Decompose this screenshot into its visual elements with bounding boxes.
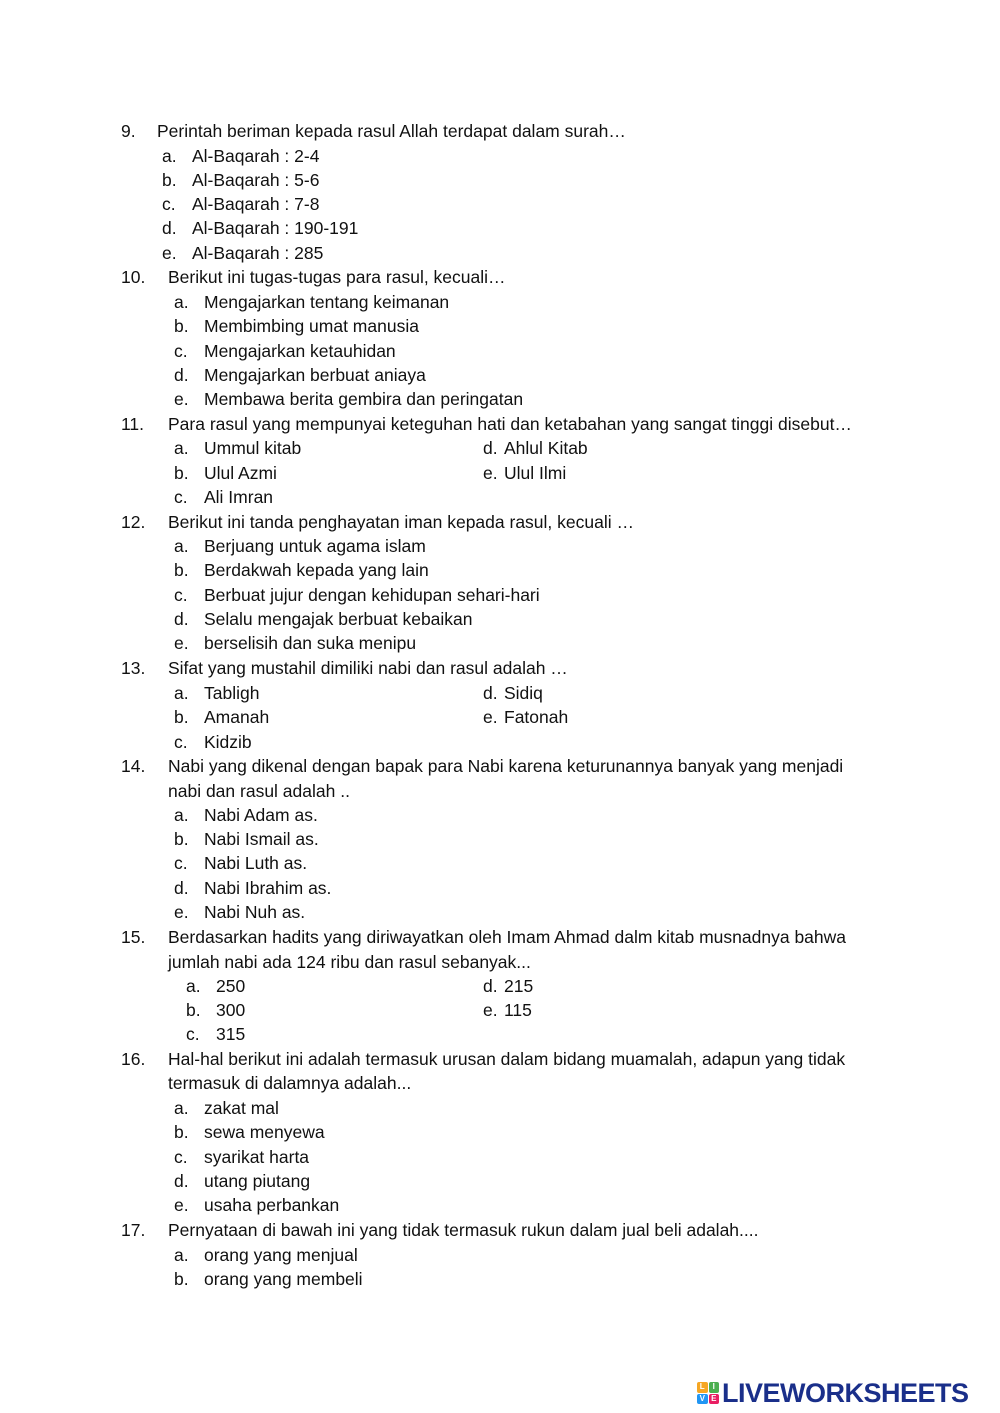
- option-text[interactable]: Berdakwah kepada yang lain: [204, 560, 429, 580]
- option-letter: a.: [174, 1098, 189, 1118]
- logo-mark-tile: I: [709, 1382, 720, 1393]
- option-text[interactable]: zakat mal: [204, 1098, 279, 1118]
- option-text[interactable]: syarikat harta: [204, 1147, 310, 1167]
- option-text[interactable]: Nabi Luth as.: [204, 853, 308, 873]
- option-text[interactable]: Sidiq: [504, 683, 543, 703]
- option-letter: c.: [162, 194, 176, 214]
- option-text[interactable]: Al-Baqarah : 190-191: [192, 218, 359, 238]
- logo-mark-tile: E: [709, 1394, 720, 1405]
- logo-mark-tile: L: [697, 1382, 708, 1393]
- option-letter: b.: [162, 170, 177, 190]
- option-letter: d.: [174, 365, 189, 385]
- option-text[interactable]: utang piutang: [204, 1171, 311, 1191]
- option-text[interactable]: orang yang membeli: [204, 1269, 363, 1289]
- option-letter: b.: [174, 560, 189, 580]
- option-letter: c.: [174, 853, 188, 873]
- question-number: 14.: [121, 756, 146, 776]
- option-text[interactable]: Al-Baqarah : 285: [192, 243, 324, 263]
- option-letter: c.: [174, 487, 188, 507]
- option-text[interactable]: 300: [216, 1000, 246, 1020]
- option-text[interactable]: Mengajarkan berbuat aniaya: [204, 365, 426, 385]
- option-text[interactable]: Kidzib: [204, 732, 252, 752]
- option-text[interactable]: Al-Baqarah : 2-4: [192, 146, 320, 166]
- option-text[interactable]: Nabi Ibrahim as.: [204, 878, 332, 898]
- question-number: 16.: [121, 1049, 146, 1069]
- option-letter: a.: [174, 438, 189, 458]
- question-text: nabi dan rasul adalah ..: [168, 781, 350, 801]
- question-number: 12.: [121, 512, 146, 532]
- question-number: 11.: [121, 414, 145, 434]
- option-text[interactable]: Ahlul Kitab: [504, 438, 588, 458]
- option-letter: e.: [162, 243, 177, 263]
- question-text: jumlah nabi ada 124 ribu dan rasul sebanyak...: [168, 952, 531, 972]
- option-text[interactable]: Fatonah: [504, 707, 569, 727]
- option-letter: a.: [174, 805, 189, 825]
- logo-mark-tile: V: [697, 1394, 708, 1405]
- logo-text: LIVEWORKSHEETS: [722, 1377, 969, 1408]
- option-letter: c.: [186, 1024, 200, 1044]
- option-text[interactable]: Mengajarkan tentang keimanan: [204, 292, 450, 312]
- option-letter: d.: [483, 976, 498, 996]
- option-letter: e.: [174, 1195, 189, 1215]
- option-letter: d.: [483, 683, 498, 703]
- option-text[interactable]: Nabi Nuh as.: [204, 902, 306, 922]
- question-number: 17.: [121, 1220, 146, 1240]
- option-text[interactable]: Al-Baqarah : 5-6: [192, 170, 320, 190]
- option-letter: b.: [174, 316, 189, 336]
- option-text[interactable]: Ulul Azmi: [204, 463, 277, 483]
- question-text: Pernyataan di bawah ini yang tidak termasuk rukun dalam jual beli adalah....: [168, 1220, 759, 1240]
- option-letter: a.: [174, 292, 189, 312]
- option-text[interactable]: orang yang menjual: [204, 1245, 358, 1265]
- logo-mark-icon: [697, 1382, 719, 1404]
- option-text[interactable]: usaha perbankan: [204, 1195, 340, 1215]
- option-text[interactable]: Ulul Ilmi: [504, 463, 567, 483]
- question-number: 10.: [121, 267, 146, 287]
- option-text[interactable]: Amanah: [204, 707, 270, 727]
- question-text: Sifat yang mustahil dimiliki nabi dan rasul adalah …: [168, 658, 568, 678]
- option-text[interactable]: Ali Imran: [204, 487, 274, 507]
- option-letter: b.: [174, 829, 189, 849]
- question-text: Berdasarkan hadits yang diriwayatkan oleh Imam Ahmad dalm kitab musnadnya bahwa: [168, 927, 847, 947]
- question-number: 9.: [121, 121, 136, 141]
- option-letter: b.: [174, 707, 189, 727]
- option-text[interactable]: sewa menyewa: [204, 1122, 325, 1142]
- option-letter: d.: [174, 1171, 189, 1191]
- option-letter: e.: [483, 463, 498, 483]
- question-text: Berikut ini tugas-tugas para rasul, kecuali…: [168, 267, 506, 287]
- option-text[interactable]: Nabi Adam as.: [204, 805, 318, 825]
- question-number: 15.: [121, 927, 146, 947]
- option-text[interactable]: berselisih dan suka menipu: [204, 633, 417, 653]
- option-text[interactable]: 315: [216, 1024, 246, 1044]
- option-letter: c.: [174, 732, 188, 752]
- option-letter: a.: [174, 536, 189, 556]
- option-letter: a.: [174, 1245, 189, 1265]
- option-letter: c.: [174, 1147, 188, 1167]
- option-text[interactable]: Ummul kitab: [204, 438, 302, 458]
- option-text[interactable]: Membawa berita gembira dan peringatan: [204, 389, 524, 409]
- option-text[interactable]: Mengajarkan ketauhidan: [204, 341, 396, 361]
- option-letter: b.: [174, 463, 189, 483]
- question-text: Hal-hal berikut ini adalah termasuk urusan dalam bidang muamalah, adapun yang tidak: [168, 1049, 846, 1069]
- option-letter: e.: [483, 707, 498, 727]
- option-letter: e.: [483, 1000, 498, 1020]
- option-letter: e.: [174, 389, 189, 409]
- option-letter: a.: [174, 683, 189, 703]
- option-letter: a.: [162, 146, 177, 166]
- option-letter: b.: [174, 1269, 189, 1289]
- option-text[interactable]: Membimbing umat manusia: [204, 316, 419, 336]
- option-letter: e.: [174, 633, 189, 653]
- option-letter: a.: [186, 976, 201, 996]
- option-text[interactable]: Berjuang untuk agama islam: [204, 536, 426, 556]
- option-text[interactable]: Selalu mengajak berbuat kebaikan: [204, 609, 473, 629]
- option-text[interactable]: Tabligh: [204, 683, 260, 703]
- option-letter: d.: [174, 878, 189, 898]
- question-text: Nabi yang dikenal dengan bapak para Nabi karena keturunannya banyak yang menjadi: [168, 756, 844, 776]
- question-number: 13.: [121, 658, 146, 678]
- question-text: termasuk di dalamnya adalah...: [168, 1073, 412, 1093]
- option-text[interactable]: Al-Baqarah : 7-8: [192, 194, 320, 214]
- option-text[interactable]: Berbuat jujur dengan kehidupan sehari-hari: [204, 585, 540, 605]
- option-text[interactable]: 250: [216, 976, 246, 996]
- question-text: Para rasul yang mempunyai keteguhan hati dan ketabahan yang sangat tinggi disebut…: [168, 414, 852, 434]
- option-letter: d.: [483, 438, 498, 458]
- option-text[interactable]: 215: [504, 976, 534, 996]
- liveworksheets-logo[interactable]: [697, 1378, 969, 1408]
- question-text: Berikut ini tanda penghayatan iman kepada rasul, kecuali …: [168, 512, 634, 532]
- option-letter: d.: [174, 609, 189, 629]
- option-letter: c.: [174, 585, 188, 605]
- option-letter: b.: [174, 1122, 189, 1142]
- option-text[interactable]: 115: [504, 1000, 532, 1020]
- option-letter: c.: [174, 341, 188, 361]
- question-text: Perintah beriman kepada rasul Allah terdapat dalam surah…: [157, 121, 626, 141]
- option-letter: d.: [162, 218, 177, 238]
- option-letter: b.: [186, 1000, 201, 1020]
- option-letter: e.: [174, 902, 189, 922]
- option-text[interactable]: Nabi Ismail as.: [204, 829, 319, 849]
